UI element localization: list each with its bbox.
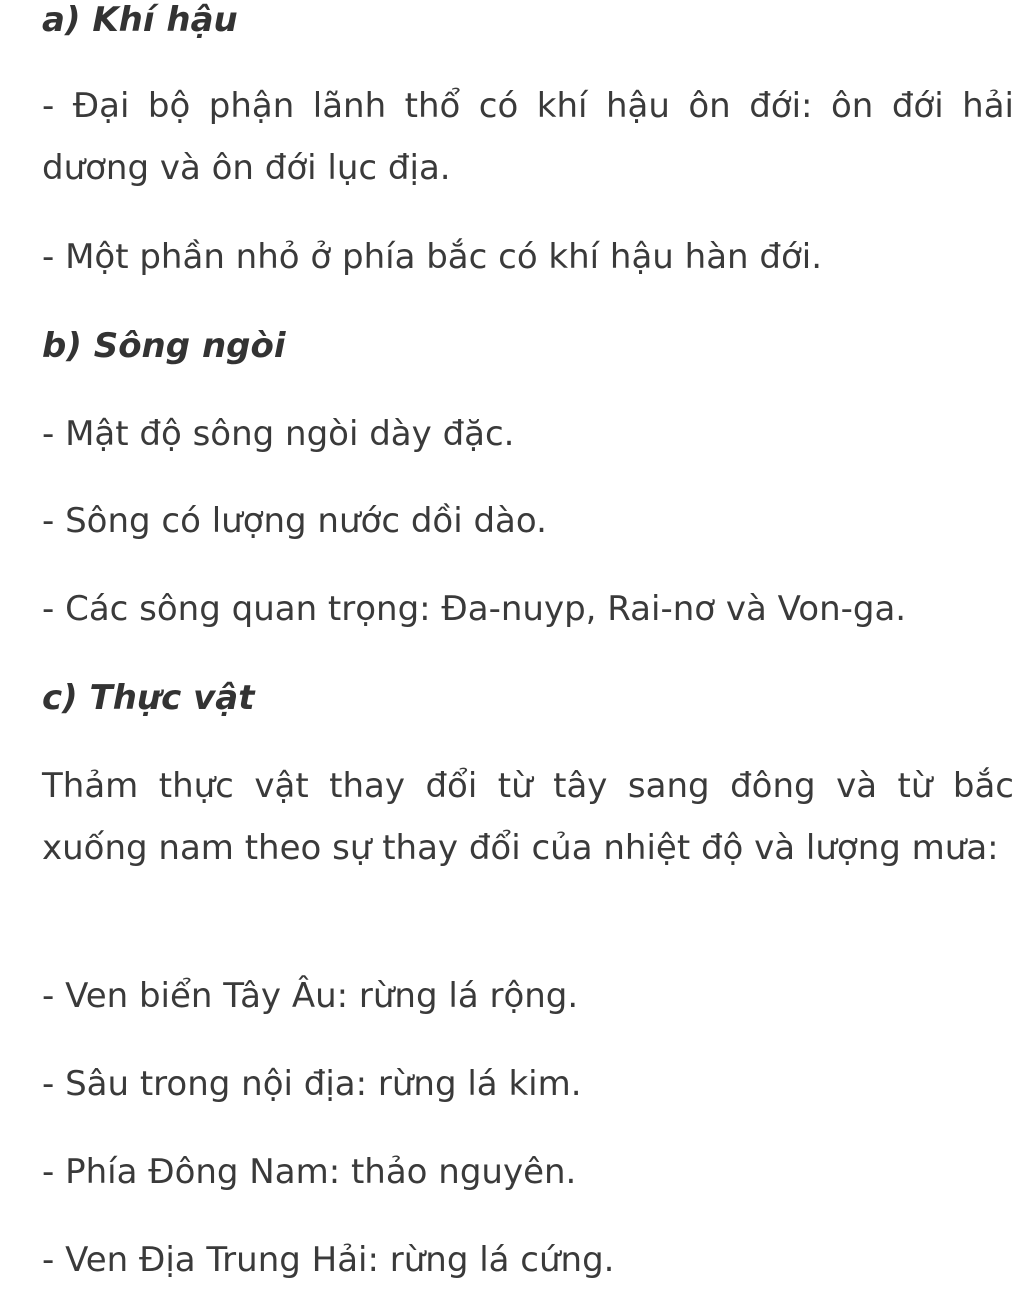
paragraph-vegetation-3: - Sâu trong nội địa: rừng lá kim. xyxy=(42,1064,582,1104)
paragraph-vegetation-4: - Phía Đông Nam: thảo nguyên. xyxy=(42,1152,577,1192)
heading-rivers: b) Sông ngòi xyxy=(42,326,286,366)
paragraph-rivers-1: - Mật độ sông ngòi dày đặc. xyxy=(42,414,515,454)
paragraph-vegetation-2: - Ven biển Tây Âu: rừng lá rộng. xyxy=(42,976,579,1016)
paragraph-climate-1: - Đại bộ phận lãnh thổ có khí hậu ôn đới: ôn đới hải dương và ôn đới lục địa. xyxy=(42,86,1014,188)
paragraph-climate-2: - Một phần nhỏ ở phía bắc có khí hậu hàn đới. xyxy=(42,237,823,277)
heading-vegetation: c) Thực vật xyxy=(42,678,255,718)
paragraph-rivers-2: - Sông có lượng nước dồi dào. xyxy=(42,501,547,541)
paragraph-vegetation-1: Thảm thực vật thay đổi từ tây sang đông và từ bắc xuống nam theo sự thay đổi của nhiệt độ và lượng mưa: xyxy=(42,766,1014,868)
paragraph-vegetation-5: - Ven Địa Trung Hải: rừng lá cứng. xyxy=(42,1240,615,1280)
paragraph-rivers-3: - Các sông quan trọng: Đa-nuyp, Rai-nơ và Von-ga. xyxy=(42,589,907,629)
heading-climate: a) Khí hậu xyxy=(42,0,238,40)
